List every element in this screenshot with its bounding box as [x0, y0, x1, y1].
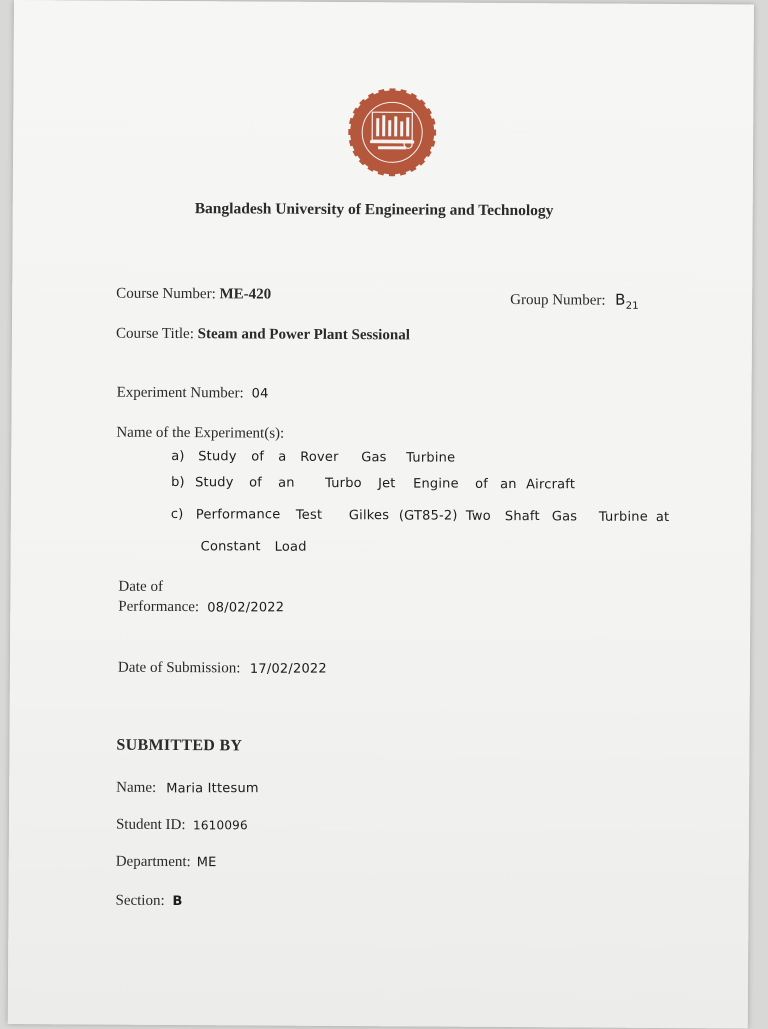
performance-date-label-1: Date of [118, 578, 164, 595]
student-name [116, 780, 258, 798]
item-word: of [474, 476, 488, 492]
item-word: Turbine [598, 509, 649, 525]
item-word: Study [194, 475, 234, 491]
item-word: Load [274, 539, 307, 555]
item-word: Two [465, 508, 491, 524]
university-name: Bangladesh University of Engineering and Technology [194, 200, 554, 220]
item-word: an [499, 476, 517, 493]
group-number-value [615, 291, 639, 312]
experiment-item-a [171, 447, 469, 467]
item-word: Gilkes [348, 508, 389, 524]
item-marker: b) [171, 474, 185, 491]
item-word: Study [198, 449, 238, 465]
item-word: an [278, 475, 295, 491]
item-word: Turbo [324, 475, 362, 492]
university-logo [348, 88, 437, 177]
group-number [510, 290, 639, 312]
item-word: Performance [195, 507, 281, 523]
item-word: Jet [377, 476, 396, 492]
experiment-number-label: Experiment Number: [116, 384, 244, 402]
experiment-item-c [171, 505, 684, 526]
item-word: at [655, 509, 670, 526]
submitted-by-heading: SUBMITTED BY [116, 736, 243, 755]
department [116, 854, 217, 872]
experiment-item-b [171, 473, 590, 494]
item-word: (GT85-2) [398, 508, 458, 524]
course-title [116, 326, 410, 345]
item-marker: a) [171, 448, 185, 465]
group-letter: B [615, 290, 626, 309]
item-word: Rover [300, 449, 339, 465]
department-label: Department: [115, 853, 191, 871]
group-number-label: Group Number: [510, 292, 606, 309]
student-name-label: Name: [116, 779, 157, 796]
group-subscript: 21 [625, 300, 639, 312]
item-word: Aircraft [526, 477, 576, 493]
course-number [116, 286, 271, 304]
section [115, 893, 182, 910]
experiment-number [117, 385, 269, 403]
item-word: of [249, 475, 263, 491]
submission-date-value: 17/02/2022 [250, 661, 328, 677]
submission-date [118, 660, 327, 678]
experiment-item-c-cont [201, 537, 321, 556]
item-word: Gas [551, 509, 577, 525]
item-word: a [278, 449, 287, 465]
item-word: Turbine [406, 450, 456, 466]
experiment-number-value: 04 [251, 386, 269, 402]
course-title-value: Steam and Power Plant Sessional [197, 326, 410, 344]
course-title-label: Course Title: [115, 325, 194, 343]
item-word: of [251, 449, 265, 465]
department-value: ME [196, 855, 217, 871]
course-number-value: ME-420 [219, 286, 272, 303]
student-id [116, 817, 248, 835]
experiment-names-label: Name of the Experiment(s): [116, 424, 285, 442]
performance-date-value: 08/02/2022 [206, 600, 284, 616]
document-page [8, 0, 754, 1029]
item-word: Shaft [504, 509, 540, 525]
student-name-value: Maria Ittesum [165, 781, 259, 797]
performance-date-label-2: Performance: [118, 598, 200, 616]
item-word: Gas [360, 450, 387, 466]
student-id-label: Student ID: [115, 816, 186, 834]
item-word: Test [296, 507, 323, 523]
item-word: Engine [413, 476, 459, 492]
item-word: Constant [200, 539, 261, 555]
section-value: B [172, 893, 183, 910]
submission-date-label: Date of Submission: [117, 659, 241, 677]
performance-date [118, 599, 284, 617]
student-id-value: 1610096 [193, 818, 249, 833]
course-number-label: Course Number: [116, 285, 216, 303]
item-marker: c) [170, 506, 184, 523]
section-label: Section: [115, 892, 165, 909]
